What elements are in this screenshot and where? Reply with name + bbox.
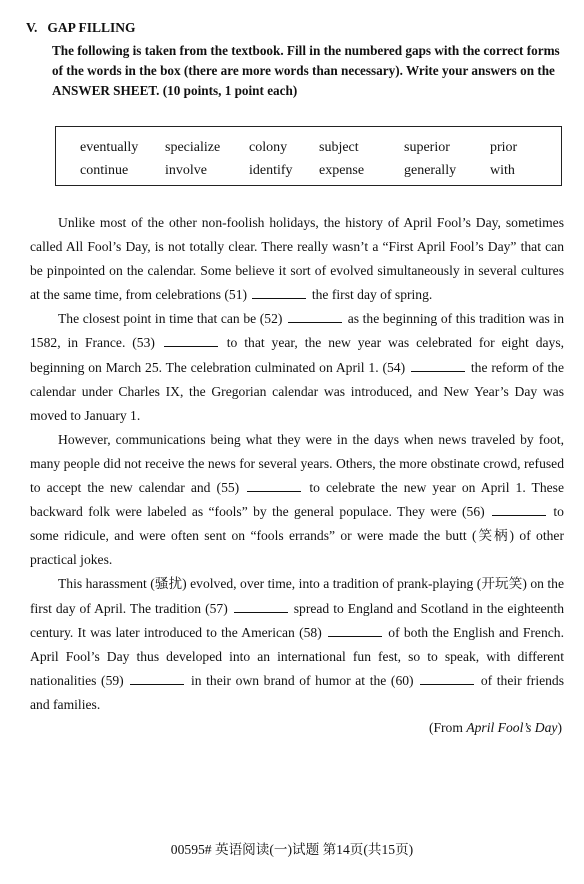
paragraph-text: the first day of spring. [311,287,433,303]
paragraph-text: This harassment (骚扰) evolved, over time, into a tradition of prank-playing (开玩笑) on the first day of April. The tradition (57) [30,576,564,616]
instructions: The following is taken from the textbook. Fill in the numbered gaps with the correct forms of the words in the box (there are more words than necessary). Write your answers on the ANSWER SHEET. (10 points, 1 point each) [52,43,560,98]
word-box-item: expense [319,163,365,178]
paragraph-text: to that year, the new year was celebrated for eight days, beginning on March 25. The celebration culminated on April 1. (54) [30,335,565,375]
section-title: GAP FILLING [47,20,136,35]
paragraph-text: The closest point in time that can be (52) [58,311,283,327]
paragraph-text: to some ridicule, and were often sent on “fools errands” or were made the butt (笑柄) of other practical jokes. [30,504,564,568]
word-box-item: specialize [165,140,221,155]
gap-blank [252,288,306,299]
gap-blank [328,626,382,637]
source-prefix: (From [428,720,467,735]
paragraph-text: as the beginning of this tradition was in 1582, in France. (53) [30,311,565,351]
section-number: V. [26,20,38,35]
word-box-item: prior [490,140,518,155]
paragraph-text: However, communications being what they were in the days when news traveled by foot, many people did not receive the news for several years. Others, the more obstinate crowd, refused to accept the new calendar and (55) [30,431,564,496]
paragraph-3 [30,428,564,573]
word-box-item: superior [404,140,450,155]
paragraph-text: of both the English and French. April Fool’s Day thus developed into an international fun fest, so to speak, with different nationalities (59) [30,624,564,688]
word-box-item: with [490,163,515,178]
word-box [55,126,562,186]
page-footer: 00595# 英语阅读(一)试题 第14页(共15页) [170,842,414,857]
source-suffix: ) [557,720,562,735]
paragraph-text: Unlike most of the other non-foolish holidays, the history of April Fool’s Day, sometimes called All Fool’s Day, is not totally clear. There really wasn’t a “First April Fool’s Day” that can be pinpointed on the calendar. Some believe it sort of evolved simultaneously in several cultures at the same time, from celebrations (51) [30,215,564,303]
gap-blank [130,674,184,685]
gap-blank [420,674,474,685]
paragraph-2 [30,307,564,427]
paragraph-text: spread to England and Scotland in the eighteenth century. It was later introduced to the American (58) [30,600,565,640]
paragraph-text: to celebrate the new year on April 1. These backward folk were labeled as “fools” by the general populace. They were (56) [30,480,564,520]
word-box-item: subject [319,140,359,155]
word-box-item: identify [249,163,293,178]
paragraph-text: the reform of the calendar under Charles IX, the Gregorian calendar was introduced, and New Year’s Day was moved to January 1. [30,359,565,423]
gap-blank [234,602,288,613]
word-box-item: continue [80,163,129,178]
word-box-item: involve [165,163,207,178]
source-citation [429,720,562,736]
paragraph-1 [30,211,564,307]
section-heading [26,20,136,36]
paragraph-4 [30,572,564,717]
word-box-item: eventually [80,140,139,155]
word-box-item: colony [249,140,288,155]
gap-blank [492,505,546,516]
gap-blank [247,481,301,492]
paragraph-text: of their friends and families. [30,672,565,712]
word-box-item: generally [404,163,457,178]
gap-blank [164,336,218,347]
passage [30,211,564,717]
gap-blank [288,312,342,323]
paragraph-text: in their own brand of humor at the (60) [190,672,414,688]
gap-blank [411,361,465,372]
source-title: April Fool’s Day [466,720,558,735]
